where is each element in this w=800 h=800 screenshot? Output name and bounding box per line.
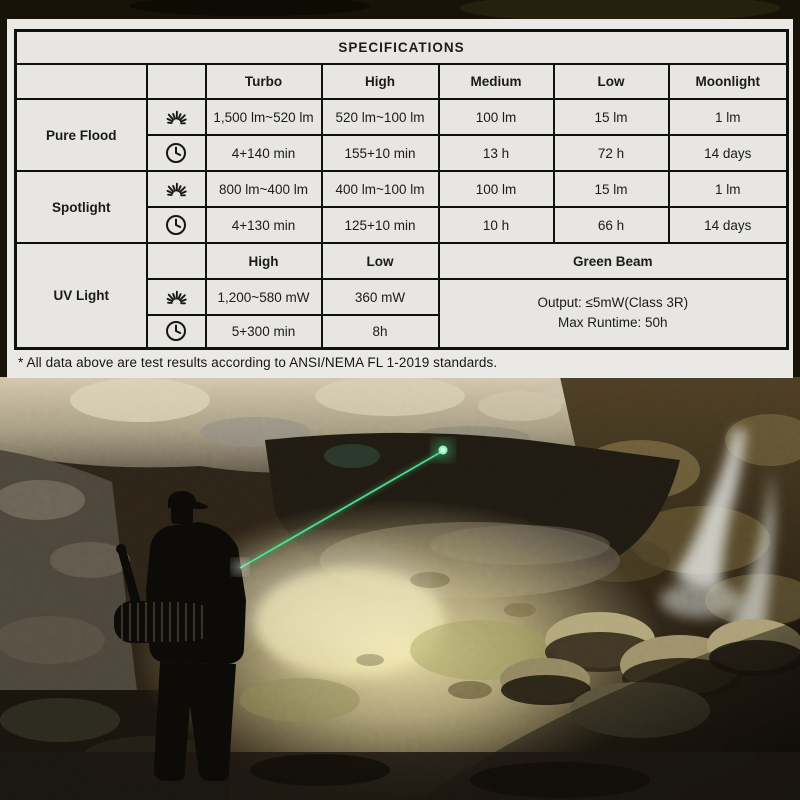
cell-value: 4+130 min	[206, 207, 322, 243]
col-header-turbo: Turbo	[206, 64, 322, 99]
icon-column-empty-cell	[147, 243, 206, 279]
cell-value: 100 lm	[439, 99, 554, 135]
page-title: SPECIFICATIONS	[16, 31, 788, 65]
uv-col-header-high: High	[206, 243, 322, 279]
uv-col-header-low: Low	[322, 243, 439, 279]
cell-value: 66 h	[554, 207, 669, 243]
uv-col-header-green-beam: Green Beam	[439, 243, 788, 279]
cell-value: 8h	[322, 315, 439, 348]
brightness-icon-cell	[147, 279, 206, 315]
col-header-high: High	[322, 64, 439, 99]
cell-value: 100 lm	[439, 171, 554, 207]
cell-value: 4+140 min	[206, 135, 322, 171]
brightness-rays-icon	[163, 107, 190, 128]
clock-icon	[164, 319, 188, 343]
cell-value: 10 h	[439, 207, 554, 243]
footnote: * All data above are test results according to ANSI/NEMA FL 1-2019 standards.	[18, 354, 498, 370]
clock-icon	[164, 213, 188, 237]
cell-value: 14 days	[669, 207, 788, 243]
cell-value: 520 lm~100 lm	[322, 99, 439, 135]
cell-value: 72 h	[554, 135, 669, 171]
clock-icon	[164, 141, 188, 165]
green-beam-details-cell	[439, 279, 788, 348]
cell-value: 1,500 lm~520 lm	[206, 99, 322, 135]
row-label-pure-flood: Pure Flood	[16, 99, 147, 171]
spec-table	[14, 29, 789, 350]
cell-value: 1,200~580 mW	[206, 279, 322, 315]
cell-value: 400 lm~100 lm	[322, 171, 439, 207]
spec-card	[7, 19, 793, 378]
cell-value: 155+10 min	[322, 135, 439, 171]
green-beam-runtime: Max Runtime: 50h	[558, 315, 668, 331]
brightness-rays-icon	[163, 179, 190, 200]
corner-empty-cell	[16, 64, 147, 99]
row-label-spotlight: Spotlight	[16, 171, 147, 243]
cell-value: 1 lm	[669, 171, 788, 207]
cell-value: 125+10 min	[322, 207, 439, 243]
row-label-uv-light: UV Light	[16, 243, 147, 348]
cell-value: 13 h	[439, 135, 554, 171]
green-beam-output: Output: ≤5mW(Class 3R)	[537, 295, 689, 310]
brightness-icon-cell	[147, 171, 206, 207]
cell-value: 14 days	[669, 135, 788, 171]
col-header-low: Low	[554, 64, 669, 99]
col-header-medium: Medium	[439, 64, 554, 99]
brightness-rays-icon	[163, 287, 190, 308]
cell-value: 5+300 min	[206, 315, 322, 348]
col-header-moonlight: Moonlight	[669, 64, 788, 99]
cell-value: 1 lm	[669, 99, 788, 135]
cell-value: 800 lm~400 lm	[206, 171, 322, 207]
icon-column-empty-cell	[147, 64, 206, 99]
runtime-icon-cell	[147, 315, 206, 348]
cell-value: 15 lm	[554, 171, 669, 207]
runtime-icon-cell	[147, 135, 206, 171]
cell-value: 15 lm	[554, 99, 669, 135]
brightness-icon-cell	[147, 99, 206, 135]
cell-value: 360 mW	[322, 279, 439, 315]
runtime-icon-cell	[147, 207, 206, 243]
